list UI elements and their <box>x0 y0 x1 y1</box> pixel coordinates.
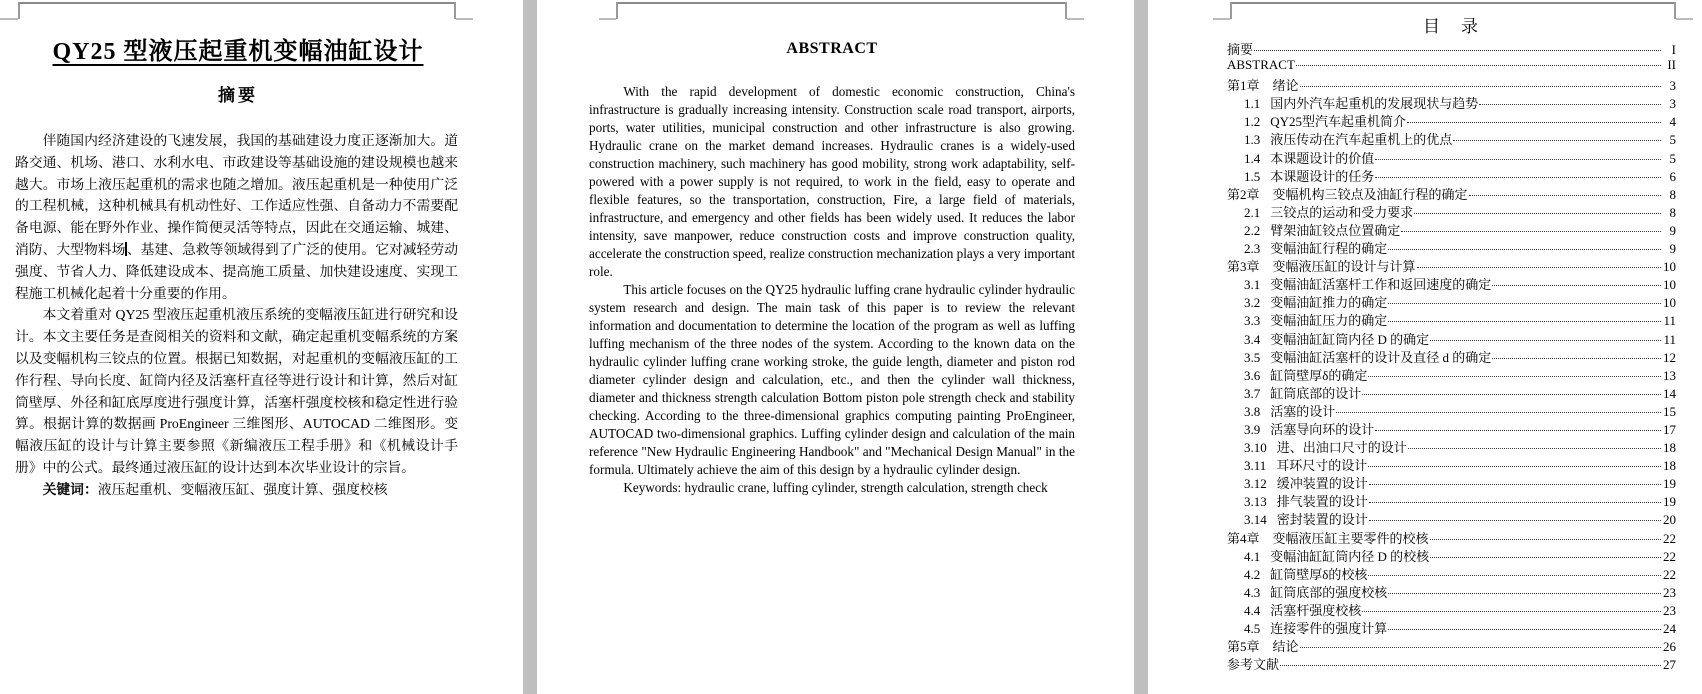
page-top-boundary-mark <box>18 2 456 4</box>
toc-entry-page-number: I <box>1671 42 1676 57</box>
page-top-boundary-mark <box>1067 18 1084 20</box>
toc-entry-page-number: 11 <box>1663 331 1676 347</box>
toc-entry-title: 变幅液压缸的设计与计算 <box>1272 259 1416 275</box>
toc-entry-page-number: 10 <box>1663 295 1676 311</box>
toc-entry-number: 3.1 <box>1244 277 1261 293</box>
toc-entry-title: 变幅油缸压力的确定 <box>1270 313 1388 329</box>
toc-entry-page-number: 18 <box>1663 458 1676 474</box>
toc-entry-number: 3.10 <box>1244 440 1267 456</box>
toc-entry-title: 变幅油缸推力的确定 <box>1270 295 1388 311</box>
toc-entry[interactable] <box>1227 437 1676 455</box>
toc-entry-number: 3.13 <box>1244 494 1267 510</box>
toc-entry-page-number: 22 <box>1663 566 1676 582</box>
page-3-table-of-contents <box>1148 0 1702 694</box>
toc-dot-leader <box>1296 65 1661 66</box>
toc-entry[interactable] <box>1227 509 1676 527</box>
toc-entry-title: 变幅油缸活塞杆的设计及直径 d 的确定 <box>1270 349 1492 365</box>
toc-entry[interactable] <box>1227 274 1676 292</box>
toc-list <box>1227 39 1676 672</box>
toc-dot-leader <box>1492 285 1661 286</box>
toc-heading: 目 录 <box>1423 17 1480 36</box>
toc-entry-page-number: 20 <box>1663 512 1676 528</box>
toc-entry[interactable] <box>1227 329 1676 347</box>
abstract-en-heading: ABSTRACT <box>786 40 878 57</box>
toc-entry-page-number: 5 <box>1669 150 1676 166</box>
toc-entry-page-number: 3 <box>1669 78 1676 94</box>
abstract-zh-paragraph-2: 本文着重对 QY25 型液压起重机液压系统的变幅液压缸进行研究和设计。本文主要任务是查阅相关的资料和文献，确定起重机变幅系统的方案以及变幅机构三铰点的位置。根据已知数据，对起重机的变幅液压缸的工作行程、导向长度、缸筒内径及活塞杆直径等进行设计和计算，然后对缸筒壁厚、外径和缸底厚度进行强度计算，活塞杆强度校核和稳定性进行验算。根据计算的数据画 ProEngineer 三维图形、AUTOCAD 二维图形。变幅液压缸的设计与计算主要参照《新编液压工程手册》和《机械设计手册》中的公式。最终通过液压缸的设计达到本次毕业设计的宗旨。 <box>15 307 458 475</box>
page-2-english-abstract <box>537 0 1134 694</box>
toc-entry-number: 3.12 <box>1244 476 1267 492</box>
toc-entry-title: 密封装置的设计 <box>1276 512 1368 528</box>
toc-dot-leader <box>1388 321 1661 322</box>
toc-dot-leader <box>1388 303 1661 304</box>
toc-dot-leader <box>1375 430 1661 431</box>
paragraph-text: 伴随国内经济建设的飞速发展，我国的基础建设力度正逐渐加大。道路交通、机场、港口、水利水电、市政建设等基础设施的建设规模也越来越大。市场上液压起重机的需求也随之增加。液压起重机是一种使用广泛的工程机械，这种机械具有机动性好、工作适应性强、自备动力不需要配备电源、能在野外作业、操作简便灵活等特点，因此在交通运输、城建、消防、大型物料场 <box>15 133 458 257</box>
thesis-title: QY25 型液压起重机变幅油缸设计 <box>52 39 424 65</box>
toc-entry-number: 3.8 <box>1244 403 1261 419</box>
toc-entry-number: 1.2 <box>1244 114 1261 130</box>
toc-entry-number: 1.3 <box>1244 132 1261 148</box>
toc-entry-page-number: 17 <box>1663 421 1676 437</box>
toc-entry-page-number: 10 <box>1663 259 1676 275</box>
toc-entry-title: 耳环尺寸的设计 <box>1276 458 1368 474</box>
toc-dot-leader <box>1368 575 1661 576</box>
toc-entry-title: 变幅油缸行程的确定 <box>1270 241 1388 257</box>
toc-entry-number: 第5章 <box>1227 639 1260 655</box>
toc-entry-title: 活塞的设计 <box>1270 403 1336 419</box>
toc-dot-leader <box>1388 629 1661 630</box>
toc-dot-leader <box>1430 340 1661 341</box>
toc-entry-number: 3.4 <box>1244 331 1261 347</box>
toc-entry-number: 第4章 <box>1227 530 1260 546</box>
toc-entry-title: 缸筒底部的强度校核 <box>1270 584 1388 600</box>
toc-entry-number: 2.2 <box>1244 222 1261 238</box>
toc-entry-title: 国内外汽车起重机的发展现状与趋势 <box>1270 96 1479 112</box>
toc-entry[interactable] <box>1227 383 1676 401</box>
toc-entry[interactable] <box>1227 528 1676 546</box>
toc-entry[interactable] <box>1227 310 1676 328</box>
toc-entry-title: 液压传动在汽车起重机上的优点 <box>1270 132 1453 148</box>
page-top-boundary-mark <box>454 2 456 19</box>
toc-dot-leader <box>1408 448 1661 449</box>
toc-entry-title: 活塞杆强度校核 <box>1270 602 1362 618</box>
page-separator-2 <box>1134 0 1148 694</box>
toc-entry-title: QY25型汽车起重机简介 <box>1270 114 1407 130</box>
toc-entry[interactable] <box>1227 220 1676 238</box>
toc-entry-title: 三铰点的运动和受力要求 <box>1270 204 1414 220</box>
toc-entry-title: 变幅液压缸主要零件的校核 <box>1272 530 1429 546</box>
toc-dot-leader <box>1453 140 1661 141</box>
toc-entry-title: 本课题设计的任务 <box>1270 168 1375 184</box>
toc-dot-leader <box>1369 502 1661 503</box>
toc-entry-title: 变幅油缸活塞杆工作和返回速度的确定 <box>1270 277 1492 293</box>
toc-entry[interactable] <box>1227 600 1676 618</box>
toc-entry-page-number: 5 <box>1669 132 1676 148</box>
toc-dot-leader <box>1254 50 1661 51</box>
page-top-boundary-mark <box>1065 2 1067 19</box>
keywords-zh-line <box>15 479 458 501</box>
toc-entry-number: 3.5 <box>1244 349 1261 365</box>
toc-entry-page-number: 8 <box>1669 204 1676 220</box>
toc-entry-title: 变幅油缸缸筒内径 D 的校核 <box>1270 548 1430 564</box>
toc-entry-number: 2.3 <box>1244 241 1261 257</box>
keywords-zh-label: 关键词： <box>42 481 98 497</box>
page-top-boundary-mark <box>456 18 473 20</box>
toc-entry-title: 参考文献 <box>1227 657 1280 673</box>
page-top-boundary-mark <box>1230 2 1676 4</box>
toc-dot-leader <box>1280 665 1661 666</box>
toc-entry-title: 进、出油口尺寸的设计 <box>1276 440 1407 456</box>
toc-entry-title: 连接零件的强度计算 <box>1270 621 1388 636</box>
toc-dot-leader <box>1362 611 1661 612</box>
toc-entry-number: 1.5 <box>1244 168 1261 184</box>
page-top-boundary-mark <box>599 18 616 20</box>
toc-entry-number: 4.5 <box>1244 621 1261 636</box>
toc-entry-number: 4.3 <box>1244 584 1261 600</box>
page-top-boundary-mark <box>0 18 18 20</box>
toc-entry-number: 4.1 <box>1244 548 1261 564</box>
toc-entry-title: 结论 <box>1272 639 1299 655</box>
toc-dot-leader <box>1375 159 1661 160</box>
toc-entry[interactable] <box>1227 39 1676 57</box>
toc-entry-number: 1.4 <box>1244 150 1261 166</box>
toc-dot-leader <box>1336 412 1661 413</box>
keywords-en-line: Keywords: hydraulic crane, luffing cylinder, strength calculation, strength check <box>623 480 1048 495</box>
toc-entry-title: 变幅机构三铰点及油缸行程的确定 <box>1272 186 1468 202</box>
toc-dot-leader <box>1300 647 1661 648</box>
toc-dot-leader <box>1407 122 1661 123</box>
toc-entry-number: 3.2 <box>1244 295 1261 311</box>
toc-entry-page-number: 9 <box>1669 241 1676 257</box>
toc-entry-page-number: 22 <box>1663 530 1676 546</box>
toc-dot-leader <box>1430 557 1661 558</box>
abstract-en-paragraph-2: This article focuses on the QY25 hydraulic luffing crane hydraulic cylinder hydraulic system research and design. The main task of this paper is to review the relevant information and documentation to determine the location of the program as well as luffing luffing mechanism of the three nodes of the system. According to the known data on the hydraulic cylinder luffing crane working stroke, the guide length, diameter and piston rod diameter cylinder design and calculation, etc., and then the cylinder wall thickness, diameter and thickness strength calculation Bottom piston pole strength check and stability checking. According to the three-dimensional graphics computing painting ProEngineer, AUTOCAD two-dimensional graphics. Luffing cylinder design and calculation of the main reference "New Hydraulic Engineering Handbook" and "Mechanical Design Manual" in the formula. Ultimately achieve the aim of this design by a hydraulic cylinder design. <box>589 282 1075 477</box>
toc-entry-page-number: 4 <box>1669 114 1676 130</box>
toc-dot-leader <box>1369 520 1661 521</box>
toc-entry-title: 活塞导向环的设计 <box>1270 421 1375 437</box>
toc-entry-title: ABSTRACT <box>1227 57 1295 73</box>
toc-entry[interactable] <box>1227 166 1676 184</box>
toc-entry-page-number: 14 <box>1663 385 1676 401</box>
page-1-chinese-abstract <box>0 0 523 694</box>
toc-entry-page-number: 27 <box>1663 657 1676 673</box>
toc-dot-leader <box>1492 358 1661 359</box>
toc-entry[interactable] <box>1227 256 1676 274</box>
toc-entry-page-number: 22 <box>1663 548 1676 564</box>
toc-entry-number: 3.9 <box>1244 421 1261 437</box>
toc-entry[interactable] <box>1227 184 1676 202</box>
toc-entry-title: 缸筒壁厚δ的校核 <box>1270 566 1368 582</box>
toc-entry-number: 3.6 <box>1244 367 1261 383</box>
toc-dot-leader <box>1469 195 1661 196</box>
toc-entry-title: 缸筒壁厚δ的确定 <box>1270 367 1368 383</box>
toc-entry-number: 4.2 <box>1244 566 1261 582</box>
toc-entry-page-number: 19 <box>1663 476 1676 492</box>
toc-entry-page-number: 13 <box>1663 367 1676 383</box>
abstract-en-paragraph-1: With the rapid development of domestic economic construction, China's infrastructure is gradually increasing intensity. Construction scale road transport, airports, ports, water utilities, municipal construction and other infrastructure is also growing. Hydraulic crane on the market demand increases. Hydraulic cranes is a widely-used construction machinery, such machinery has good mobility, strong work adaptability, self-powered with a power supply is not required, to work in the field, easy to operate and flexible features, so the transportation, construction, Fire, a large field of materials, infrastructure, and emergency and other fields has been widely used. It reduces the labor intensity, save manpower, reduce construction costs and improve construction quality, accelerate the construction speed, realize construction mechanization plays a very important role. <box>589 84 1075 279</box>
toc-entry-title: 摘要 <box>1227 42 1254 57</box>
toc-entry[interactable] <box>1227 93 1676 111</box>
toc-entry[interactable] <box>1227 111 1676 129</box>
toc-entry[interactable] <box>1227 202 1676 220</box>
toc-entry-page-number: 10 <box>1663 277 1676 293</box>
toc-entry-page-number: 24 <box>1663 621 1676 636</box>
toc-entry[interactable] <box>1227 292 1676 310</box>
toc-entry-title: 臂架油缸铰点位置确定 <box>1270 222 1401 238</box>
toc-entry-number: 第1章 <box>1227 78 1260 94</box>
toc-entry[interactable] <box>1227 564 1676 582</box>
toc-dot-leader <box>1388 593 1661 594</box>
toc-entry-page-number: 26 <box>1663 639 1676 655</box>
toc-entry-page-number: 19 <box>1663 494 1676 510</box>
toc-entry[interactable] <box>1227 618 1676 636</box>
toc-entry-title: 绪论 <box>1272 78 1299 94</box>
toc-dot-leader <box>1300 86 1661 87</box>
toc-entry-page-number: 23 <box>1663 584 1676 600</box>
toc-entry-number: 2.1 <box>1244 204 1261 220</box>
page-top-boundary-mark <box>18 2 20 19</box>
toc-entry[interactable] <box>1227 401 1676 419</box>
page-top-boundary-mark <box>616 2 618 19</box>
toc-entry-title: 变幅油缸缸筒内径 D 的确定 <box>1270 331 1430 347</box>
toc-entry-number: 第3章 <box>1227 259 1260 275</box>
toc-entry-page-number: 3 <box>1669 96 1676 112</box>
toc-entry[interactable] <box>1227 347 1676 365</box>
toc-dot-leader <box>1375 177 1661 178</box>
toc-entry-number: 第2章 <box>1227 186 1260 202</box>
toc-dot-leader <box>1369 484 1661 485</box>
toc-dot-leader <box>1368 376 1661 377</box>
toc-entry[interactable] <box>1227 473 1676 491</box>
toc-dot-leader <box>1388 249 1661 250</box>
toc-dot-leader <box>1414 213 1661 214</box>
toc-entry[interactable] <box>1227 582 1676 600</box>
toc-entry-number: 1.1 <box>1244 96 1261 112</box>
toc-entry-number: 3.14 <box>1244 512 1267 528</box>
toc-entry[interactable] <box>1227 654 1676 672</box>
toc-dot-leader <box>1479 104 1661 105</box>
toc-entry-number: 3.3 <box>1244 313 1261 329</box>
toc-entry-title: 缸筒底部的设计 <box>1270 385 1362 401</box>
toc-entry-page-number: 18 <box>1663 440 1676 456</box>
toc-entry-number: 4.4 <box>1244 602 1261 618</box>
page-top-boundary-mark <box>1676 18 1693 20</box>
toc-entry-page-number: 9 <box>1669 222 1676 238</box>
toc-entry[interactable] <box>1227 238 1676 256</box>
toc-entry[interactable] <box>1227 365 1676 383</box>
toc-entry[interactable] <box>1227 491 1676 509</box>
toc-entry-page-number: 11 <box>1663 313 1676 329</box>
toc-dot-leader <box>1417 267 1661 268</box>
toc-entry[interactable] <box>1227 129 1676 147</box>
page-top-boundary-mark <box>616 2 1067 4</box>
toc-entry-title: 本课题设计的价值 <box>1270 150 1375 166</box>
toc-entry-page-number: 6 <box>1669 168 1676 184</box>
toc-entry[interactable] <box>1227 75 1676 93</box>
toc-entry[interactable] <box>1227 148 1676 166</box>
toc-entry-title: 排气装置的设计 <box>1276 494 1368 510</box>
toc-dot-leader <box>1430 539 1661 540</box>
toc-entry-title: 缓冲装置的设计 <box>1276 476 1368 492</box>
toc-entry-page-number: 12 <box>1663 349 1676 365</box>
toc-entry[interactable] <box>1227 455 1676 473</box>
paragraph-text: 、基建、急救等领域得到了广泛的使用。它对减轻劳动强度、节省人力、降低建设成本、提高施工质量、加快建设速度、实现工程施工机械化起着十分重要的作用。 <box>15 241 458 301</box>
page-separator-1 <box>523 0 537 694</box>
abstract-zh-heading: 摘要 <box>218 86 258 105</box>
toc-dot-leader <box>1368 466 1661 467</box>
abstract-en-body <box>589 83 1075 497</box>
toc-entry-page-number: 23 <box>1663 602 1676 618</box>
toc-entry[interactable] <box>1227 546 1676 564</box>
toc-entry-number: 3.7 <box>1244 385 1261 401</box>
toc-entry-page-number: 15 <box>1663 403 1676 419</box>
toc-entry[interactable] <box>1227 57 1676 75</box>
keywords-zh-text: 液压起重机、变幅液压缸、强度计算、强度校核 <box>97 481 388 497</box>
abstract-zh-paragraph-1 <box>15 130 458 304</box>
toc-dot-leader <box>1401 231 1661 232</box>
toc-entry-page-number: 8 <box>1669 186 1676 202</box>
toc-dot-leader <box>1362 394 1661 395</box>
toc-entry-page-number: II <box>1667 57 1676 73</box>
toc-entry[interactable] <box>1227 419 1676 437</box>
toc-entry[interactable] <box>1227 636 1676 654</box>
toc-entry-number: 3.11 <box>1244 458 1267 474</box>
abstract-zh-body <box>15 130 458 501</box>
